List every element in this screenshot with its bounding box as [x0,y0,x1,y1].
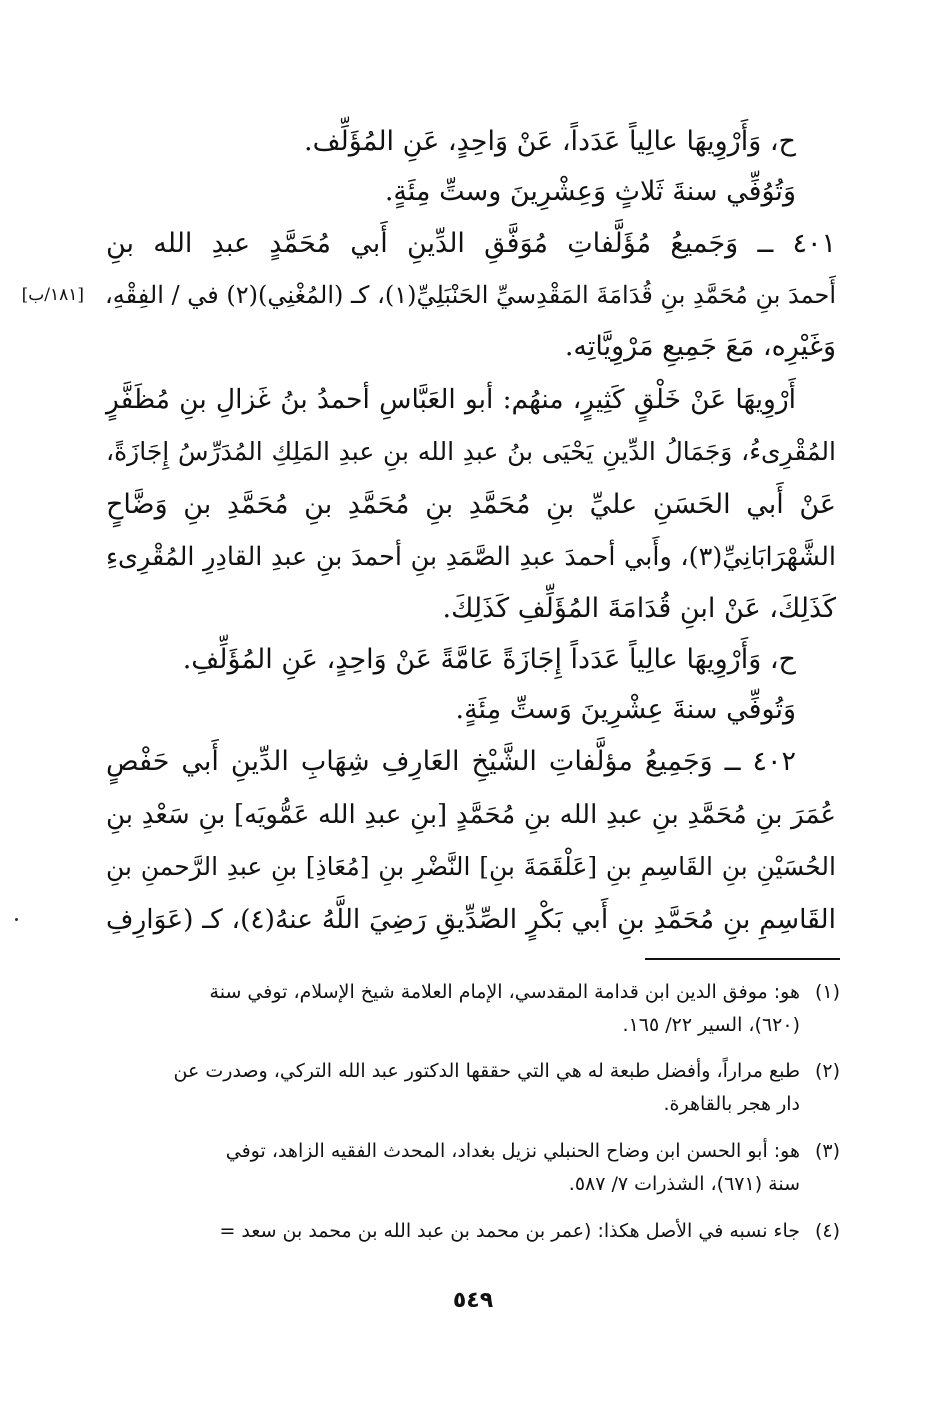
footnote-text-cont: دار هجر بالقاهرة. [663,1093,800,1115]
footnote-number: (٤) [814,1220,840,1242]
footnote-1 [106,976,840,1042]
footnote-text-cont: (٦٢٠)، السير ٢٢/ ١٦٥. [622,1014,800,1036]
footnote-separator [645,958,840,960]
text-line-16: القَاسِمِ بنِ مُحَمَّدِ بنِ أَبي بَكْرٍ الصِّدِّيقِ رَضِيَ اللَّهُ عنهُ(٤)، كـ (عَوَارِفِ [106,904,836,935]
text-line-12: وَتُوفِّي سنةَ عِشْرِينَ وَستِّ مِئَةٍ. [455,694,796,725]
text-line-6: أَرْوِيهَا عَنْ خَلْقٍ كَثِيرٍ، منهُم: أبو العَبَّاسِ أحمدُ بنُ غَزالِ بنِ مُظَفَّرٍ [106,384,796,415]
text-line-11: ح، وَأَرْوِيهَا عالِياً عَدَداً إِجَازَةً عَامَّةً عَنْ وَاحِدٍ، عَنِ المُؤَلِّفِ. [182,644,796,675]
paragraph-402-heading: ٤٠٢ ــ وَجَمِيعُ مؤلَّفاتِ الشَّيْخِ العَارِفِ شِهَابِ الدِّينِ أَبي حَفْصٍ [106,746,796,777]
footnote-text-cont: سنة (٦٧١)، الشذرات ٧/ ٥٨٧. [568,1173,800,1195]
page-number: ٥٤٩ [452,1288,494,1313]
footnote-number: (٣) [814,1140,840,1162]
text-line-2: وَتُوُفِّي سنةَ ثَلاثٍ وَعِشْرِينَ وستِّ مِئَةٍ. [384,176,796,207]
footnote-number: (٢) [814,1060,840,1082]
paragraph-401-heading: ٤٠١ ــ وَجَميعُ مُؤَلَّفاتِ مُوَفَّقِ الدِّينِ أَبي مُحَمَّدٍ عبدِ الله بنِ [106,228,836,259]
footnote-text: هو: موفق الدين ابن قدامة المقدسي، الإمام العلامة شيخ الإسلام، توفي سنة [209,981,800,1003]
text-line-9: الشَّهْرَابَانِيِّ(٣)، وأَبي أحمدَ عبدِ الصَّمَدِ بنِ أحمدَ بنِ عبدِ القادِرِ المُقْرِىءِ [106,542,836,572]
footnote-text: جاء نسبه في الأصل هكذا: (عمر بن محمد بن عبد الله بن محمد بن سعد = [219,1220,800,1242]
footnote-text: هو: أبو الحسن ابن وضاح الحنبلي نزيل بغداد، المحدث الفقيه الزاهد، توفي [225,1140,800,1162]
footnote-3 [106,1135,840,1201]
margin-folio-note: [١٨١/ب] [21,285,84,305]
text-line-4: أَحمدَ بنِ مُحَمَّدِ بنِ قُدَامَةَ المَقْدِسيِّ الحَنْبَلِيِّ(١)، كـ (المُغْنِي)(٢) في / الفِقْهِ، [105,281,836,309]
footnote-2 [106,1055,840,1121]
text-line-14: عُمَرَ بنِ مُحَمَّدِ بنِ عبدِ الله بنِ مُحَمَّدٍ [بنِ عبدِ الله عَمُّويَه] بنِ سَعْدِ بنِ [106,800,836,830]
text-line-5: وَغَيْرِه، مَعَ جَمِيعِ مَرْوِيَّاتِه. [564,331,836,362]
text-line-15: الحُسَيْنِ بنِ القَاسِمِ بنِ [عَلْقَمَةَ بنِ] النَّضْرِ بنِ [مُعَاذِ] بنِ عبدِ الرَّحمنِ بنِ [106,852,836,881]
footnote-number: (١) [814,981,840,1003]
text-line-1: ح، وَأَرْوِيهَا عالِياً عَدَداً، عَنْ وَاحِدٍ، عَنِ المُؤَلِّف. [304,126,796,157]
text-line-7: المُقْرِىءُ، وَجَمَالُ الدِّينِ يَحْيَى بنُ عبدِ الله بنِ عبدِ المَلِكِ المُدَرِّسُ إِجَازَةً، [106,437,836,466]
footnote-text: طبع مراراً، وأفضل طبعة له هي التي حققها الدكتور عبد الله التركي، وصدرت عن [173,1060,800,1082]
text-line-10: كَذَلِكَ، عَنْ ابنِ قُدَامَةَ المُؤَلِّفِ كَذَلِكَ. [442,593,836,624]
footnote-4 [106,1215,840,1248]
text-line-8: عَنْ أَبي الحَسَنِ عليِّ بنِ مُحَمَّدِ بنِ مُحَمَّدِ بنِ مُحَمَّدِ بنِ وَضَّاحٍ [106,489,836,520]
scan-speck [15,918,18,921]
